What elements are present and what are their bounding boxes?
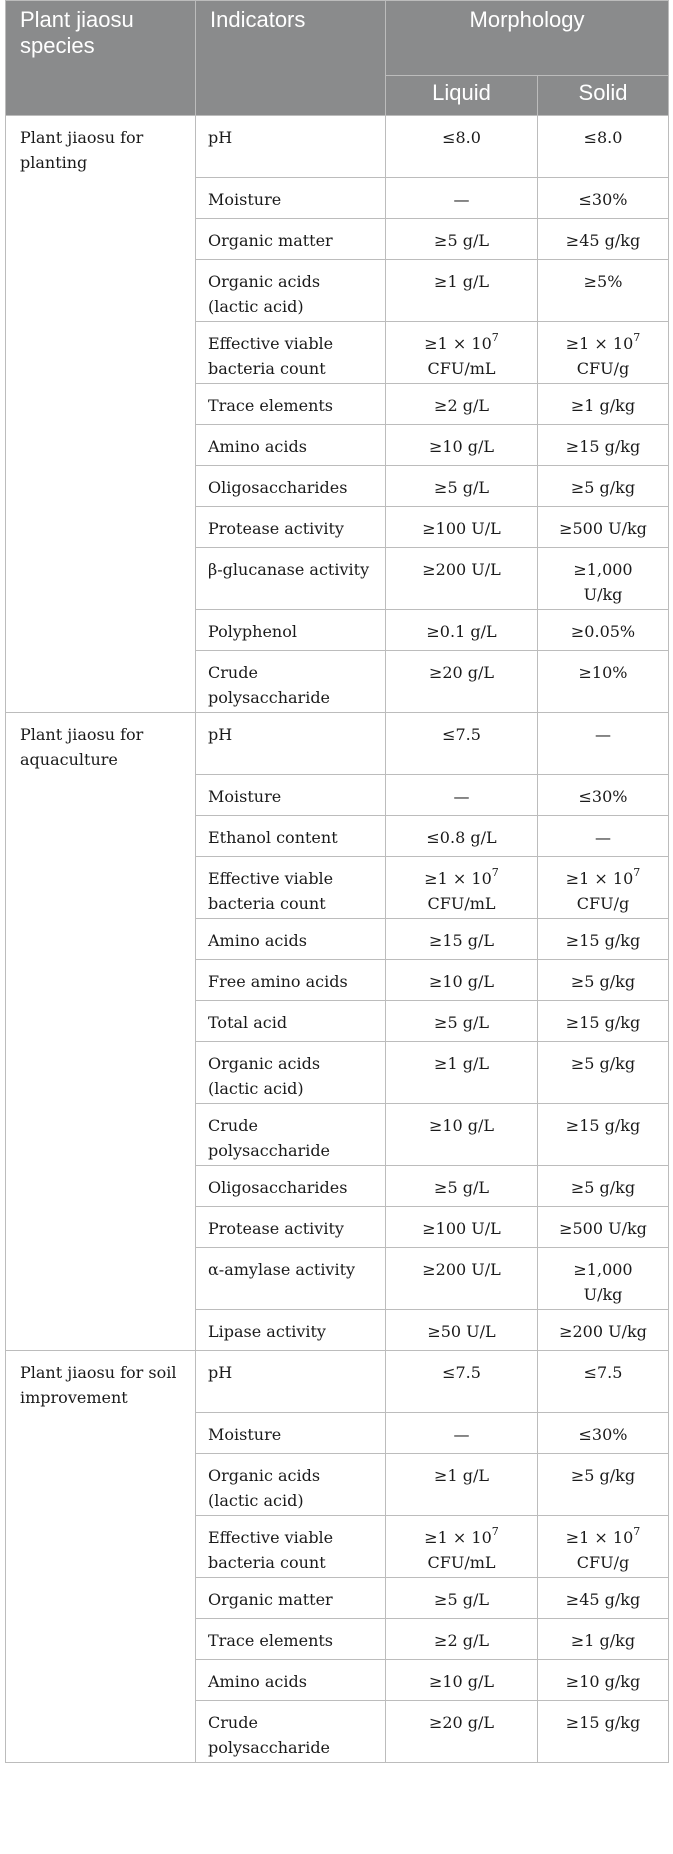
table-body [6, 116, 669, 1763]
indicator-cell: Moisture [196, 1413, 386, 1454]
solid-value-cell: — [538, 713, 669, 775]
solid-value-cell: ≥45 g/kg [538, 1578, 669, 1619]
indicator-cell: Effective viable bacteria count [196, 857, 386, 919]
indicator-cell: Protease activity [196, 507, 386, 548]
indicator-cell: Lipase activity [196, 1310, 386, 1351]
liquid-value-cell: ≥1 g/L [386, 1454, 538, 1516]
solid-value-cell: ≥5 g/kg [538, 1454, 669, 1516]
indicator-cell: Organic matter [196, 1578, 386, 1619]
liquid-value-cell: ≥10 g/L [386, 425, 538, 466]
header-morphology: Morphology [386, 1, 669, 76]
solid-value-cell: ≤7.5 [538, 1351, 669, 1413]
liquid-value-cell: $\ge 1 \times 10^7$ CFU/mL [386, 857, 538, 919]
solid-value-cell: ≥5 g/kg [538, 960, 669, 1001]
indicator-cell: Crude polysaccharide [196, 1701, 386, 1763]
solid-value-cell: $\ge 1 \times 10^7$ CFU/g [538, 857, 669, 919]
indicator-cell: Total acid [196, 1001, 386, 1042]
liquid-value-cell: ≤7.5 [386, 1351, 538, 1413]
solid-value-cell: ≥15 g/kg [538, 1104, 669, 1166]
indicator-cell: Oligosaccharides [196, 1166, 386, 1207]
header-indicators: Indicators [196, 1, 386, 116]
liquid-value-cell: ≤0.8 g/L [386, 816, 538, 857]
solid-value-cell: ≥1 g/kg [538, 384, 669, 425]
solid-value-cell: ≥500 U/kg [538, 507, 669, 548]
liquid-value-cell: ≥5 g/L [386, 1578, 538, 1619]
species-cell: Plant jiaosu for aquaculture [6, 713, 196, 1351]
indicator-cell: Polyphenol [196, 610, 386, 651]
solid-value-cell: ≥1 g/kg [538, 1619, 669, 1660]
indicator-cell: Crude polysaccharide [196, 651, 386, 713]
solid-value-cell: ≥5 g/kg [538, 1166, 669, 1207]
liquid-value-cell: ≥100 U/L [386, 507, 538, 548]
solid-value-cell: $\ge 1 \times 10^7$ CFU/g [538, 1516, 669, 1578]
indicator-cell: Effective viable bacteria count [196, 1516, 386, 1578]
indicator-table [5, 0, 669, 1763]
solid-value-cell: ≥15 g/kg [538, 1701, 669, 1763]
liquid-value-cell: ≥5 g/L [386, 1001, 538, 1042]
solid-value-cell: ≥0.05% [538, 610, 669, 651]
header-species: Plant jiaosu species [6, 1, 196, 116]
liquid-value-cell: — [386, 1413, 538, 1454]
liquid-value-cell: ≥2 g/L [386, 384, 538, 425]
indicator-cell: Trace elements [196, 1619, 386, 1660]
solid-value-cell: ≥5 g/kg [538, 1042, 669, 1104]
indicator-cell: Moisture [196, 178, 386, 219]
indicator-cell: Amino acids [196, 919, 386, 960]
table-row [6, 1351, 669, 1413]
species-cell: Plant jiaosu for soil improvement [6, 1351, 196, 1763]
indicator-cell: Organic acids (lactic acid) [196, 1042, 386, 1104]
indicator-cell: Protease activity [196, 1207, 386, 1248]
liquid-value-cell: — [386, 775, 538, 816]
header-liquid: Liquid [386, 76, 538, 116]
liquid-value-cell: ≥100 U/L [386, 1207, 538, 1248]
liquid-value-cell: ≥10 g/L [386, 960, 538, 1001]
liquid-value-cell: $\ge 1 \times 10^7$ CFU/mL [386, 1516, 538, 1578]
indicator-cell: Crude polysaccharide [196, 1104, 386, 1166]
solid-value-cell: ≥10 g/kg [538, 1660, 669, 1701]
table-row [6, 116, 669, 178]
liquid-value-cell: ≥5 g/L [386, 1166, 538, 1207]
solid-value-cell: ≥15 g/kg [538, 1001, 669, 1042]
solid-value-cell: ≥5% [538, 260, 669, 322]
solid-value-cell: ≥15 g/kg [538, 425, 669, 466]
liquid-value-cell: ≥5 g/L [386, 466, 538, 507]
liquid-value-cell: ≥5 g/L [386, 219, 538, 260]
solid-value-cell: ≤30% [538, 178, 669, 219]
indicator-cell: Ethanol content [196, 816, 386, 857]
indicator-cell: pH [196, 1351, 386, 1413]
solid-value-cell: ≥15 g/kg [538, 919, 669, 960]
liquid-value-cell: ≥1 g/L [386, 260, 538, 322]
indicator-cell: Free amino acids [196, 960, 386, 1001]
solid-value-cell: ≤8.0 [538, 116, 669, 178]
liquid-value-cell: ≥50 U/L [386, 1310, 538, 1351]
liquid-value-cell: ≥200 U/L [386, 548, 538, 610]
indicator-cell: Oligosaccharides [196, 466, 386, 507]
liquid-value-cell: ≥1 g/L [386, 1042, 538, 1104]
indicator-cell: pH [196, 116, 386, 178]
header-solid: Solid [538, 76, 669, 116]
liquid-value-cell: ≥20 g/L [386, 651, 538, 713]
liquid-value-cell: ≤8.0 [386, 116, 538, 178]
indicator-cell: Organic acids (lactic acid) [196, 1454, 386, 1516]
liquid-value-cell: ≥20 g/L [386, 1701, 538, 1763]
liquid-value-cell: ≥2 g/L [386, 1619, 538, 1660]
liquid-value-cell: $\ge 1 \times 10^7$ CFU/mL [386, 322, 538, 384]
liquid-value-cell: ≥10 g/L [386, 1660, 538, 1701]
solid-value-cell: ≥5 g/kg [538, 466, 669, 507]
liquid-value-cell: ≥200 U/L [386, 1248, 538, 1310]
solid-value-cell: ≥1,000 U/kg [538, 548, 669, 610]
solid-value-cell: ≥500 U/kg [538, 1207, 669, 1248]
indicator-cell: Organic acids (lactic acid) [196, 260, 386, 322]
solid-value-cell: ≥200 U/kg [538, 1310, 669, 1351]
solid-value-cell: $\ge 1 \times 10^7$ CFU/g [538, 322, 669, 384]
liquid-value-cell: — [386, 178, 538, 219]
liquid-value-cell: ≥15 g/L [386, 919, 538, 960]
indicator-cell: Moisture [196, 775, 386, 816]
indicator-cell: β-glucanase activity [196, 548, 386, 610]
indicator-cell: Effective viable bacteria count [196, 322, 386, 384]
indicator-cell: pH [196, 713, 386, 775]
indicator-cell: Amino acids [196, 1660, 386, 1701]
species-cell: Plant jiaosu for planting [6, 116, 196, 713]
solid-value-cell: ≤30% [538, 1413, 669, 1454]
liquid-value-cell: ≥0.1 g/L [386, 610, 538, 651]
indicator-cell: Amino acids [196, 425, 386, 466]
solid-value-cell: — [538, 816, 669, 857]
indicator-cell: Organic matter [196, 219, 386, 260]
indicator-cell: Trace elements [196, 384, 386, 425]
solid-value-cell: ≤30% [538, 775, 669, 816]
liquid-value-cell: ≥10 g/L [386, 1104, 538, 1166]
indicator-cell: α-amylase activity [196, 1248, 386, 1310]
solid-value-cell: ≥1,000 U/kg [538, 1248, 669, 1310]
solid-value-cell: ≥45 g/kg [538, 219, 669, 260]
solid-value-cell: ≥10% [538, 651, 669, 713]
liquid-value-cell: ≤7.5 [386, 713, 538, 775]
table-row [6, 713, 669, 775]
